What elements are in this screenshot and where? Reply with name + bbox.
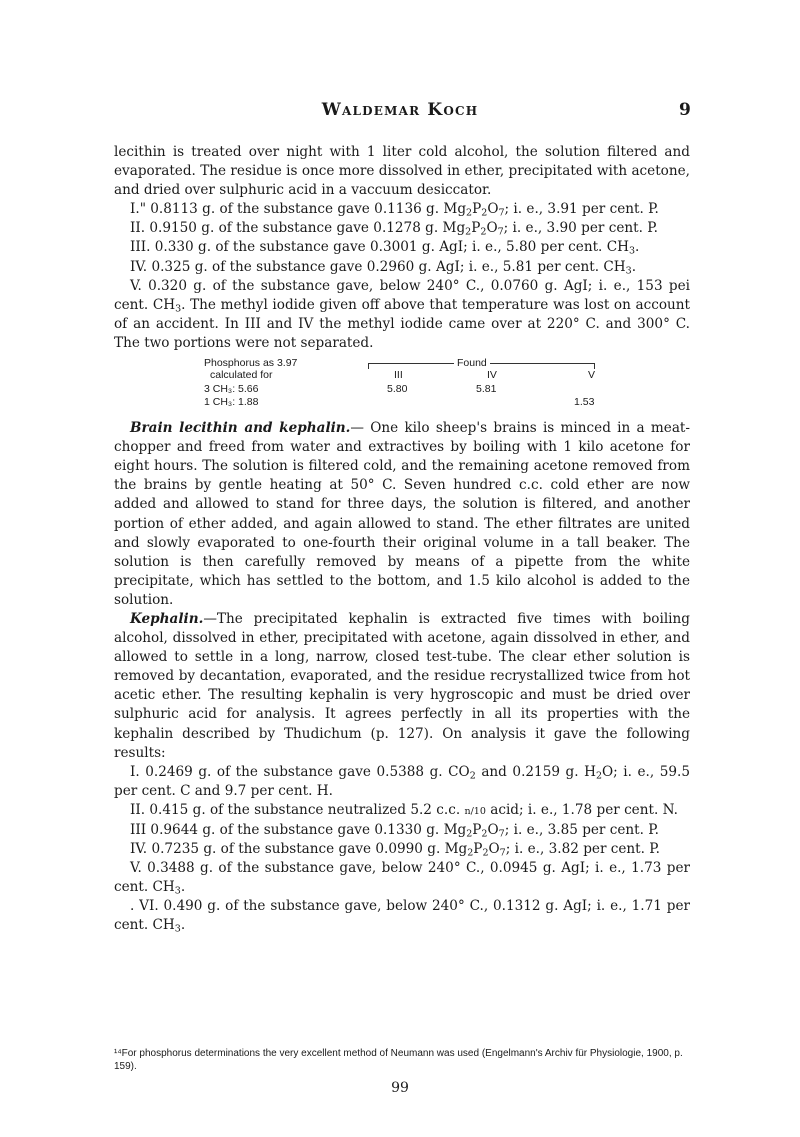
table-col-V: V [588,369,596,382]
result-line-3: III. 0.330 g. of the substance gave 0.3001 g. AgI; i. e., 5.80 per cent. $CH_3$. [130,239,640,257]
running-head-title: Waldemar Koch [321,100,479,120]
body-text [114,143,690,936]
kephalin-result-2: II. 0.415 g. of the substance neutralized 5.2 c.c. n/10 acid; i. e., 1.78 per cent. N. [130,801,678,818]
kephalin-result-1: I. 0.2469 g. of the substance gave 0.5388 g. $CO_2$ and 0.2159 g. $H_2O$; i. e., 59.5 per cent. C and 9.7 per cent. H. [114,763,691,799]
running-head-page-number: 9 [678,100,692,120]
table-head-1b: calculated for [210,369,273,382]
brain-lecithin-heading: Brain lecithin and kephalin. [130,420,351,437]
table-row1-III: 5.80 [387,383,408,396]
result-line-5: V. 0.320 g. of the substance gave, below 240° C., 0.0760 g. AgI; i. e., 153 pei cent. $CH_3$. The methyl iodide given off above that temperature was lost on account of an accident. In III and IV the methyl iodide came over at 220° C. and 300° C. The two portions were not separated. [114,277,690,351]
result-line-2: II. 0.9150 g. of the substance gave 0.1278 g. $Mg_2P_2O_7$; i. e., 3.90 per cent. P. [130,220,658,238]
footnote: ¹⁴For phosphorus determinations the very excellent method of Neumann was used (Engelmann's Archiv für Physiologie, 1900, p. 159). [114,1048,683,1072]
kephalin-paragraph: Kephalin.—The precipitated kephalin is extracted five times with boiling alcohol, dissolved in ether, precipitated with acetone, again dissolved in ether, and allowed to settle in a long, narrow, closed test-tube. The clear ether solution is removed by decantation, evaporated, and the residue recrystallized twice from hot acetic ether. The resulting kephalin is very hygroscopic and must be dried over sulphuric acid for analysis. It agrees perfectly in all its properties with the kephalin described by Thudichum (p. 127). On analysis it gave the following results: [114,610,690,761]
table-row2-V: 1.53 [574,396,595,409]
table-row1-label: 3 CH₃: 5.66 [204,383,259,396]
kephalin-result-3: III 0.9644 g. of the substance gave 0.1330 g. $Mg_2P_2O_7$; i. e., 3.85 per cent. P. [130,822,659,840]
methyl-table [204,357,690,413]
kephalin-result-4: IV. 0.7235 g. of the substance gave 0.0990 g. $Mg_2P_2O_7$; i. e., 3.82 per cent. P. [130,841,661,859]
brain-lecithin-paragraph: Brain lecithin and kephalin.— One kilo sheep's brains is minced in a meat-chopper and freed from water and extractives by boiling with 1 kilo acetone for eight hours. The solution is filtered cold, and the remaining acetone removed from the brains by gentle heating at 50° C. Seven hundred c.c. cold ether are now added and allowed to stand for three days, the solution is filtered, and another portion of ether added, and again allowed to stand. The ether filtrates are united and slowly evaporated to one-fourth their original volume in a tall beaker. The solution is then carefully removed by means of a pipette from the white precipitate, which has settled to the bottom, and 1.5 kilo alcohol is added to the solution. [114,420,690,608]
table-found-label: Found [454,357,490,370]
kephalin-result-6: . VI. 0.490 g. of the substance gave, below 240° C., 0.1312 g. AgI; i. e., 1.71 per cent. $CH_3$. [114,898,690,935]
table-head-1a: Phosphorus as 3.97 [204,357,298,370]
running-head [108,100,692,124]
table-row2-label: 1 CH₃: 1.88 [204,396,259,409]
result-line-1: I." 0.8113 g. of the substance gave 0.1136 g. $Mg_2P_2O_7$; i. e., 3.91 per cent. P. [130,201,659,219]
result-line-4: IV. 0.325 g. of the substance gave 0.2960 g. AgI; i. e., 5.81 per cent. $CH_3$. [130,258,637,276]
table-col-III: III [394,369,403,382]
table-row1-IV: 5.81 [476,383,497,396]
intro-paragraph: lecithin is treated over night with 1 liter cold alcohol, the solution filtered and evaporated. The residue is once more dissolved in ether, precipitated with acetone, and dried over sulphuric acid in a vaccuum desiccator. [114,144,690,199]
table-col-IV: IV [487,369,497,382]
bottom-page-number: 99 [391,1080,409,1096]
kephalin-heading: Kephalin. [130,610,204,627]
kephalin-result-5: V. 0.3488 g. of the substance gave, below 240° C., 0.0945 g. AgI; i. e., 1.73 per cent. $CH_3$. [114,860,690,897]
